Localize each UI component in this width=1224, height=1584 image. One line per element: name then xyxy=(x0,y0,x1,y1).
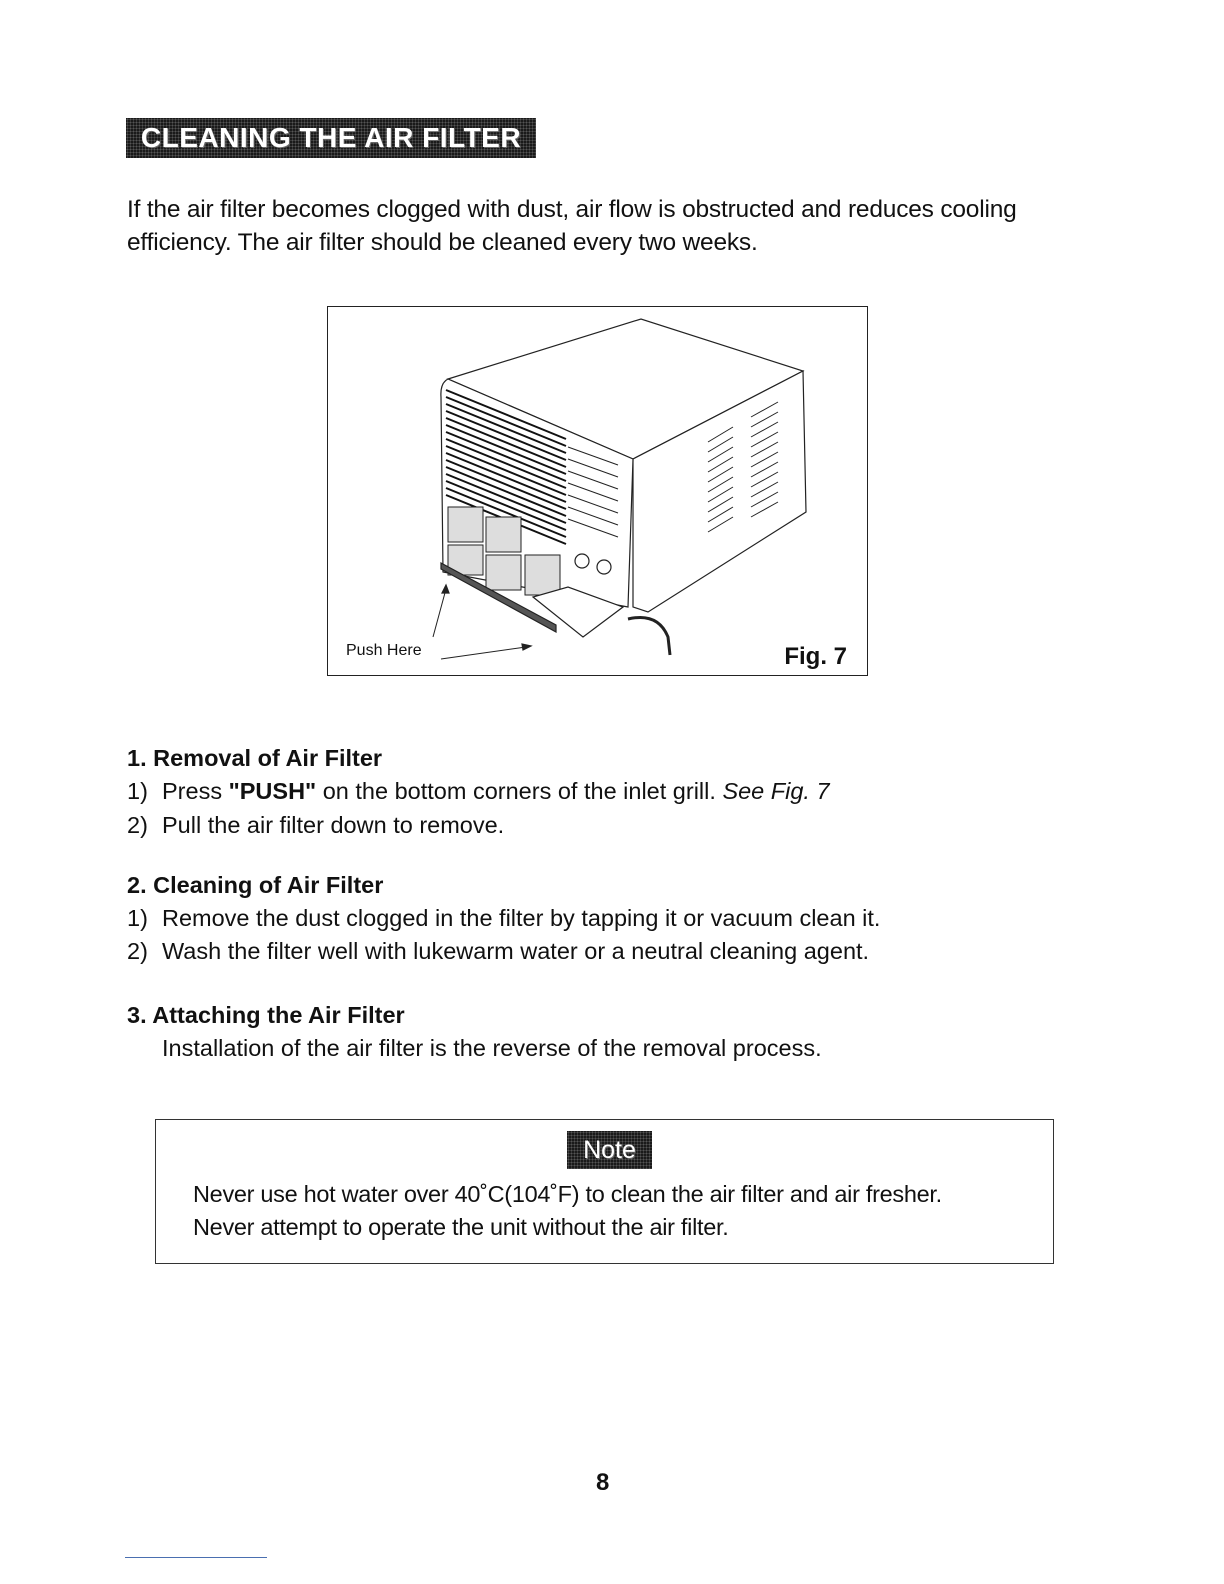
note-label: Note xyxy=(567,1131,652,1169)
item-text: Wash the filter well with lukewarm water or a neutral cleaning agent. xyxy=(162,938,870,964)
figure-caption: Fig. 7 xyxy=(784,643,847,670)
step-2-heading: 2. Cleaning of Air Filter xyxy=(127,872,384,898)
step-2-item-1 xyxy=(127,905,880,932)
step-3-heading: 3. Attaching the Air Filter xyxy=(127,1002,405,1028)
note-line-1: Never use hot water over 40˚C(104˚F) to clean the air filter and air fresher. xyxy=(193,1181,942,1207)
item-number: 1) xyxy=(127,778,148,804)
push-bold: "PUSH" xyxy=(228,778,317,804)
section-title: CLEANING THE AIR FILTER xyxy=(126,118,536,158)
step-2-item-2 xyxy=(127,938,869,965)
air-conditioner-illustration xyxy=(328,307,869,677)
item-number: 1) xyxy=(127,905,148,931)
page-number: 8 xyxy=(596,1469,610,1496)
push-here-label: Push Here xyxy=(346,642,422,659)
step-1-item-2 xyxy=(127,812,504,839)
footer-rule xyxy=(125,1557,267,1558)
item-text: Remove the dust clogged in the filter by tapping it or vacuum clean it. xyxy=(162,905,881,931)
fig-reference: See Fig. 7 xyxy=(722,778,830,804)
item-text: Pull the air filter down to remove. xyxy=(162,812,505,838)
note-line-2: Never attempt to operate the unit without the air filter. xyxy=(193,1214,729,1240)
step-1-item-1 xyxy=(127,778,830,805)
item-text: Press xyxy=(162,778,229,804)
intro-line-1: If the air filter becomes clogged with dust, air flow is obstructed and reduces cooling xyxy=(127,196,1017,223)
item-number: 2) xyxy=(127,812,148,838)
item-text: on the bottom corners of the inlet grill. xyxy=(316,778,723,804)
figure-7 xyxy=(327,306,868,676)
note-box xyxy=(155,1119,1054,1264)
step-3-text: Installation of the air filter is the reverse of the removal process. xyxy=(162,1035,822,1061)
item-number: 2) xyxy=(127,938,148,964)
step-1-heading: 1. Removal of Air Filter xyxy=(127,745,383,771)
intro-line-2: efficiency. The air filter should be cleaned every two weeks. xyxy=(127,229,758,256)
